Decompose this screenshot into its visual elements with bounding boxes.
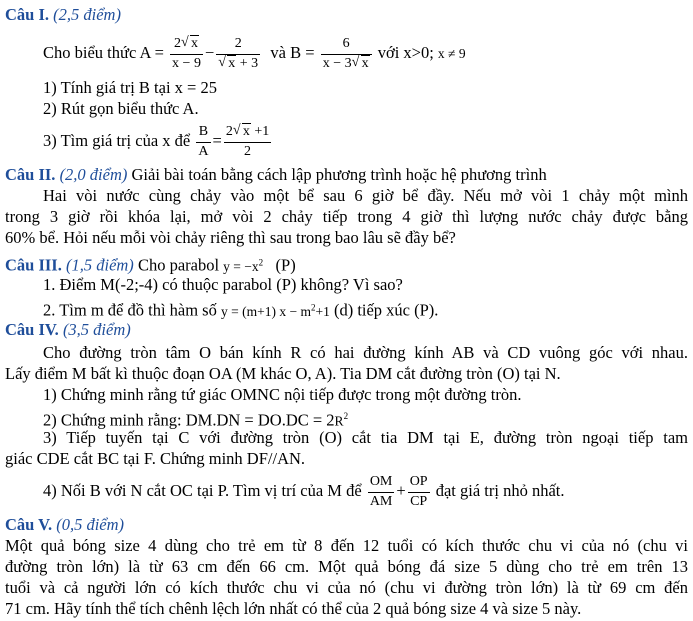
- q3-parabola: $y = -x^2$: [223, 257, 264, 274]
- q1-item1: 1) Tính giá trị B tại x = 25: [43, 78, 217, 97]
- om-over-am: $\frac{OM}{AM}$: [369, 474, 393, 509]
- and-b: và B =: [270, 43, 315, 62]
- q4-item3-line1: 3) Tiếp tuyến tại C với đường tròn (O) cắt tia DM tại E, đường tròn ngoại tiếp tam: [43, 428, 688, 447]
- q4-line1: Cho đường tròn tâm O bán kính R có hai đường kính AB và CD vuông góc với nhau.: [43, 343, 688, 362]
- q4-heading: Câu IV.: [5, 320, 59, 339]
- q5-line1: Một quả bóng size 4 dùng cho trẻ em từ 8 đến 12 tuổi có kích thước chu vi của nó (chu vi: [5, 536, 688, 555]
- q5-line4: 71 cm. Hãy tính thể tích chênh lệch lớn nhất có thể của 2 quả bóng size 4 và size 5 này.: [5, 599, 582, 618]
- q5-heading: Câu V.: [5, 515, 53, 534]
- q4-item4: 4) Nối B với N cắt OC tại P. Tìm vị trí của M để $\frac{OM}{AM}$ + $\frac{OP}{CP}$ đạt giá trị nhỏ nhất.: [43, 474, 565, 509]
- q2-line2: trong 3 giờ rồi khóa lại, mở vòi 2 chảy tiếp trong 4 giờ thì lượng nước chảy được bằng: [5, 207, 688, 226]
- condition-2: x ≠ 9: [437, 46, 466, 61]
- q4-item3-line2: giác CDE cắt BC tại F. Chứng minh DF//AN.: [5, 449, 306, 468]
- q1-heading-line: [5, 5, 121, 25]
- q1-item2: 2) Rút gọn biểu thức A.: [43, 99, 199, 118]
- q4-heading-line: [5, 320, 131, 340]
- q3-item1: 1. Điểm M(-2;-4) có thuộc parabol (P) không? Vì sao?: [43, 275, 403, 294]
- q4-item1: 1) Chứng minh rằng tứ giác OMNC nội tiếp được trong một đường tròn.: [43, 385, 522, 404]
- q3-parabola-name: (P): [275, 255, 296, 275]
- q1-points: (2,5 điểm): [53, 5, 121, 24]
- condition: với x>0;: [377, 43, 434, 62]
- q1-item3: 3) Tìm giá trị của x để $\frac{B}{A}$ = $\frac{2√ x +1}{2}$: [43, 119, 273, 163]
- q3-heading-line: [5, 252, 296, 277]
- q4-points: (3,5 điểm): [62, 320, 131, 339]
- q1-intro: Cho biểu thức A =: [43, 43, 164, 62]
- item3-rhs: $\frac{2√ x +1}{2}$: [224, 125, 271, 159]
- q2-points: (2,0 điểm): [59, 165, 128, 184]
- q1-heading: Câu I.: [5, 5, 50, 24]
- q1-expression: [43, 31, 466, 76]
- q2-heading: Câu II.: [5, 165, 56, 184]
- b-over-a: $\frac{B}{A}$: [198, 124, 209, 159]
- a-fraction-1: $\frac{2√ x}{x - 9}$: [170, 37, 203, 71]
- q5-line3: tuổi và cả người lớn có kích thước chu vi của nó (chu vi đường tròn lớn) là từ 69 cm đến: [5, 578, 688, 597]
- q3-line-eq: y = (m+1) $x - m^2+1$: [220, 302, 330, 319]
- q3-points: (1,5 điểm): [65, 255, 134, 275]
- q2-title: Giải bài toán bằng cách lập phương trình hoặc hệ phương trình: [131, 165, 547, 184]
- q5-line2: đường tròn lớn) là từ 63 cm đến 66 cm. Một quả bóng đá size 5 dùng cho trẻ em trên 13: [5, 557, 688, 576]
- q2-line1: Hai vòi nước cùng chảy vào một bể sau 6 giờ bể đầy. Nếu mở vòi 1 chảy một mình: [43, 186, 688, 205]
- q3-item2: 2. Tìm m để đồ thì hàm số y = (m+1) $x - m^2+1$ (d) tiếp xúc (P).: [43, 300, 439, 320]
- q4-item2: 2) Chứng minh rằng: $DM.DN = DO.DC = 2R^2$: [43, 410, 349, 430]
- q3-heading: Câu III.: [5, 255, 62, 275]
- q2-line3: 60% bể. Hỏi nếu mỗi vòi chảy riêng thì sau trong bao lâu sẽ đầy bể?: [5, 228, 456, 247]
- a-fraction-2: 2 √ x + 3: [216, 37, 260, 71]
- b-fraction: $\frac{6}{x - 3√ x}$: [321, 37, 372, 71]
- q4-line2: Lấy điểm M bất kì thuộc đoạn OA (M khác O, A). Tia DM cắt đường tròn (O) tại N.: [5, 364, 561, 383]
- q5-heading-line: [5, 515, 124, 535]
- op-over-cp: $\frac{OP}{CP}$: [409, 474, 428, 509]
- q3-intro: Cho parabol: [137, 255, 220, 275]
- q5-points: (0,5 điểm): [56, 515, 125, 534]
- minus-sign: −: [204, 43, 215, 62]
- q2-heading-line: [5, 165, 547, 185]
